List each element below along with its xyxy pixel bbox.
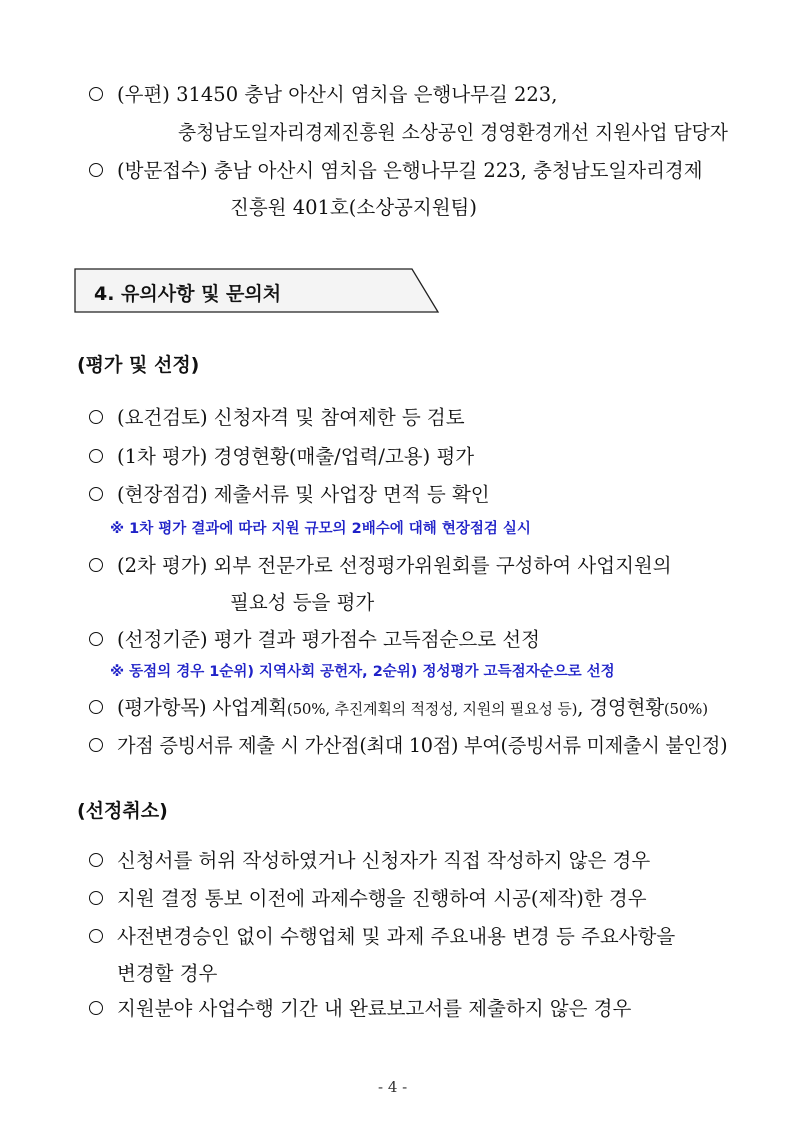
cancellation-item: 지원분야 사업수행 기간 내 완료보고서를 제출하지 않은 경우 xyxy=(117,997,632,1020)
bullet-icon xyxy=(89,558,103,572)
evaluation-item-continued: 필요성 등을 평가 xyxy=(230,591,375,614)
evaluation-item: 가점 증빙서류 제출 시 가산점(최대 10점) 부여(증빙서류 미제출시 불인정) xyxy=(117,734,728,757)
bullet-icon xyxy=(89,410,103,424)
evaluation-item xyxy=(117,692,708,720)
evaluation-item-part: (50%, 추진계획의 적정성, 지원의 필요성 등) xyxy=(286,700,578,718)
bullet-icon xyxy=(89,853,103,867)
mail-address: (우편) 31450 충남 아산시 염치읍 은행나무길 223, xyxy=(117,83,558,106)
cancellation-item: 지원 결정 통보 이전에 과제수행을 진행하여 시공(제작)한 경우 xyxy=(117,887,647,910)
evaluation-item: (2차 평가) 외부 전문가로 선정평가위원회를 구성하여 사업지원의 xyxy=(117,554,672,577)
section-title: 4. 유의사항 및 문의처 xyxy=(94,283,282,305)
evaluation-item: (선정기준) 평가 결과 평가점수 고득점순으로 선정 xyxy=(117,628,540,651)
bullet-icon xyxy=(89,449,103,463)
page-number: - 4 - xyxy=(378,1078,408,1096)
evaluation-item-part: (50%) xyxy=(663,700,708,718)
bullet-icon xyxy=(89,700,103,714)
bullet-icon xyxy=(89,929,103,943)
visit-address-line2: 진흥원 401호(소상공지원팀) xyxy=(230,196,478,219)
evaluation-item-part: , 경영현황 xyxy=(577,696,664,719)
evaluation-item-part: (평가항목) 사업계획 xyxy=(117,696,287,719)
evaluation-item: (요건검토) 신청자격 및 참여제한 등 검토 xyxy=(117,406,465,429)
visit-address-line1: (방문접수) 충남 아산시 염치읍 은행나무길 223, 충청남도일자리경제 xyxy=(117,159,703,182)
cancellation-item: 사전변경승인 없이 수행업체 및 과제 주요내용 변경 등 주요사항을 xyxy=(117,925,676,948)
bullet-icon xyxy=(89,163,103,177)
cancellation-heading: (선정취소) xyxy=(77,800,168,822)
bullet-icon xyxy=(89,738,103,752)
evaluation-note: ※ 1차 평가 결과에 따라 지원 규모의 2배수에 대해 현장점검 실시 xyxy=(110,521,531,537)
bullet-icon xyxy=(89,632,103,646)
evaluation-item: (현장점검) 제출서류 및 사업장 면적 등 확인 xyxy=(117,483,490,506)
bullet-icon xyxy=(89,487,103,501)
bullet-icon xyxy=(89,891,103,905)
evaluation-heading: (평가 및 선정) xyxy=(77,354,200,376)
bullet-icon xyxy=(89,1001,103,1015)
cancellation-item-continued: 변경할 경우 xyxy=(117,962,218,985)
evaluation-note: ※ 동점의 경우 1순위) 지역사회 공헌자, 2순위) 정성평가 고득점자순으로 선정 xyxy=(110,664,615,680)
evaluation-item: (1차 평가) 경영현황(매출/업력/고용) 평가 xyxy=(117,445,475,468)
mail-recipient: 충청남도일자리경제진흥원 소상공인 경영환경개선 지원사업 담당자 xyxy=(178,121,728,144)
cancellation-item: 신청서를 허위 작성하였거나 신청자가 직접 작성하지 않은 경우 xyxy=(117,849,651,872)
bullet-icon xyxy=(89,87,103,101)
